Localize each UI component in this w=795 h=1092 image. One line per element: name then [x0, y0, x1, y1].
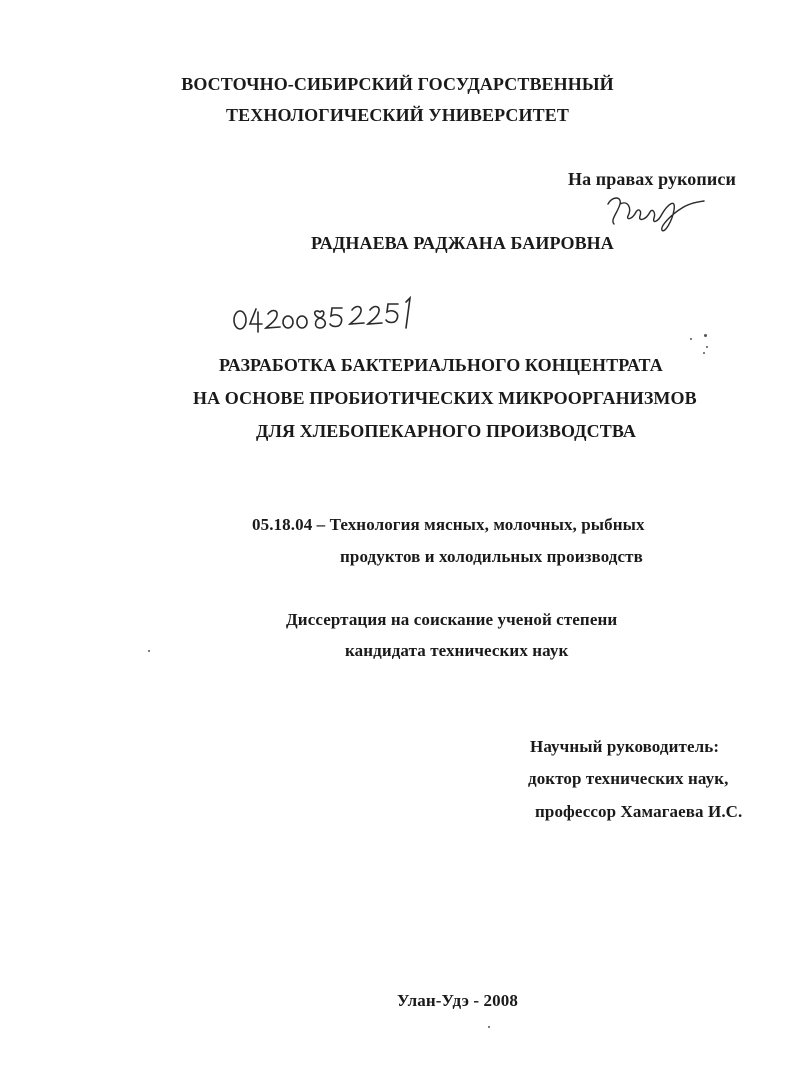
- degree-line2: кандидата технических наук: [345, 641, 569, 660]
- paper-speck: [488, 1026, 490, 1028]
- paper-speck: [706, 346, 708, 348]
- paper-speck: [690, 338, 692, 340]
- manuscript-note: На правах рукописи: [568, 169, 736, 189]
- supervisor-name: профессор Хамагаева И.С.: [535, 802, 743, 821]
- paper-speck: [703, 352, 705, 354]
- city-year: Улан-Удэ - 2008: [397, 991, 518, 1010]
- specialty-line1: 05.18.04 – Технология мясных, молочных, рыбных: [252, 515, 645, 534]
- paper-speck: [148, 650, 150, 652]
- university-name-line2: ТЕХНОЛОГИЧЕСКИЙ УНИВЕРСИТЕТ: [226, 105, 569, 125]
- handwritten-signature: [598, 190, 708, 238]
- handwritten-registration-number: [228, 292, 418, 340]
- author-name: РАДНАЕВА РАДЖАНА БАИРОВНА: [311, 233, 614, 253]
- supervisor-heading: Научный руководитель:: [530, 737, 720, 756]
- supervisor-degree: доктор технических наук,: [528, 769, 729, 788]
- paper-speck: [704, 334, 707, 337]
- dissertation-title-line1: РАЗРАБОТКА БАКТЕРИАЛЬНОГО КОНЦЕНТРАТА: [219, 355, 663, 375]
- specialty-line2: продуктов и холодильных производств: [340, 547, 643, 566]
- degree-line1: Диссертация на соискание ученой степени: [286, 610, 618, 629]
- university-name-line1: ВОСТОЧНО-СИБИРСКИЙ ГОСУДАРСТВЕННЫЙ: [181, 74, 614, 94]
- dissertation-title-line3: ДЛЯ ХЛЕБОПЕКАРНОГО ПРОИЗВОДСТВА: [256, 421, 636, 441]
- dissertation-title-line2: НА ОСНОВЕ ПРОБИОТИЧЕСКИХ МИКРООРГАНИЗМОВ: [193, 388, 697, 408]
